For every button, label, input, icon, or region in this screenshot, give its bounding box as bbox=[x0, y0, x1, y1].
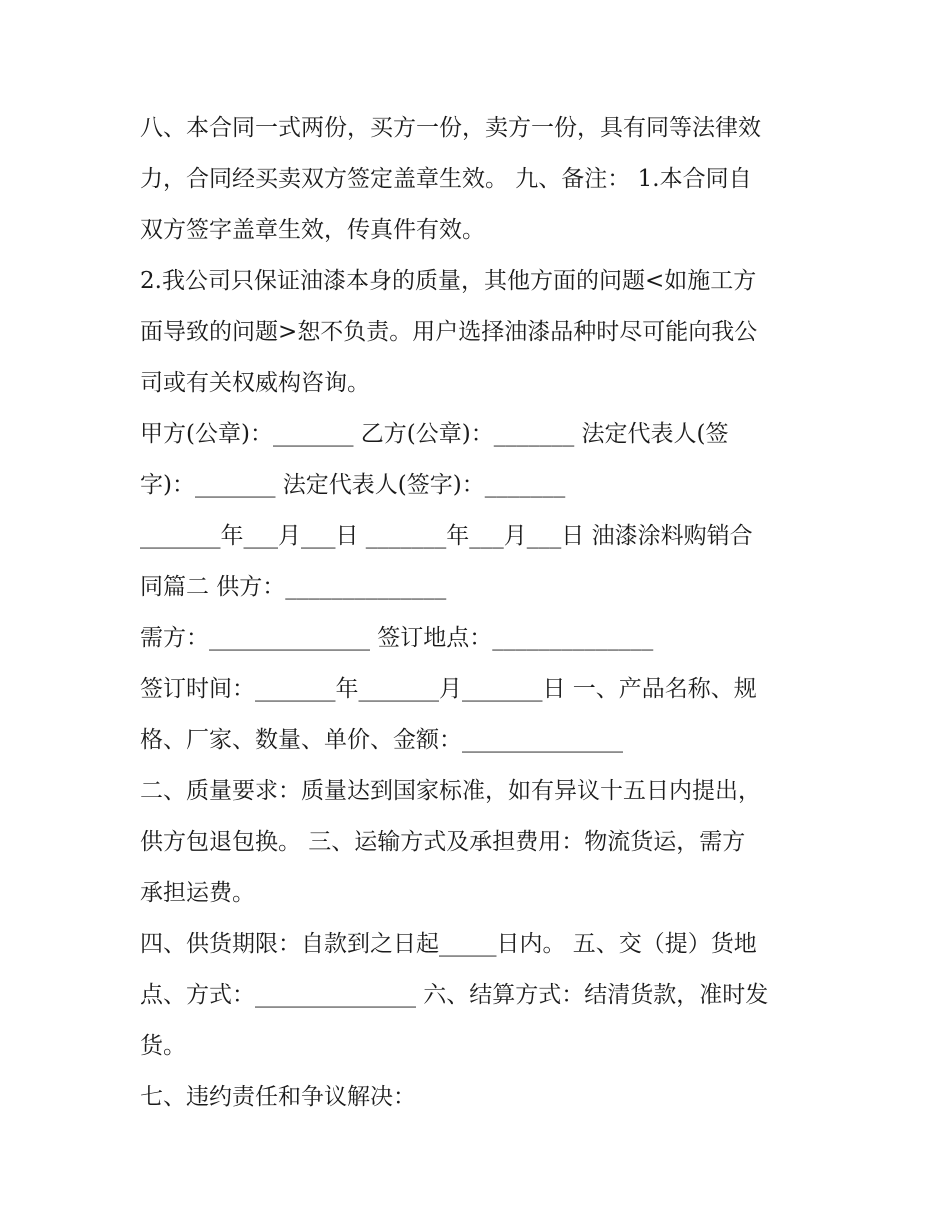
text-line: 承担运费。 bbox=[140, 880, 255, 906]
text-line: 力，合同经买卖双方签定盖章生效。 九、备注： 1.本合同自 bbox=[140, 166, 752, 192]
text-line: 点、方式：______________ 六、结算方式：结清货款，准时发 bbox=[140, 982, 769, 1008]
text-line: 甲方(公章)：_______ 乙方(公章)：_______ 法定代表人(签 bbox=[140, 421, 729, 447]
text-line: 货。 bbox=[140, 1033, 186, 1059]
text-line: 格、厂家、数量、单价、金额：______________ bbox=[140, 727, 623, 753]
text-line: 签订时间：_______年_______月_______日 一、产品名称、规 bbox=[140, 676, 757, 702]
text-line: 需方：______________ 签订地点：______________ bbox=[140, 625, 654, 651]
text-line: 同篇二 供方：______________ bbox=[140, 574, 447, 600]
text-line: 二、质量要求：质量达到国家标准，如有异议十五日内提出， bbox=[140, 778, 761, 804]
text-line: 2.我公司只保证油漆本身的质量，其他方面的问题<如施工方 bbox=[140, 268, 757, 294]
text-line: 四、供货期限：自款到之日起_____日内。 五、交（提）货地 bbox=[140, 931, 757, 957]
text-line: 七、违约责任和争议解决： bbox=[140, 1084, 416, 1110]
contract-text bbox=[140, 103, 820, 1123]
text-line: 字)：_______ 法定代表人(签字)：_______ bbox=[140, 472, 566, 498]
text-line: 八、本合同一式两份，买方一份，卖方一份，具有同等法律效 bbox=[140, 115, 761, 141]
text-line: 供方包退包换。 三、运输方式及承担费用：物流货运，需方 bbox=[140, 829, 746, 855]
text-line: 面导致的问题>恕不负责。用户选择油漆品种时尽可能向我公 bbox=[140, 319, 758, 345]
text-line: _______年___月___日 _______年___月___日 油漆涂料购销合 bbox=[140, 523, 753, 549]
text-line: 司或有关权威构咨询。 bbox=[140, 370, 370, 396]
text-line: 双方签字盖章生效，传真件有效。 bbox=[140, 217, 485, 243]
